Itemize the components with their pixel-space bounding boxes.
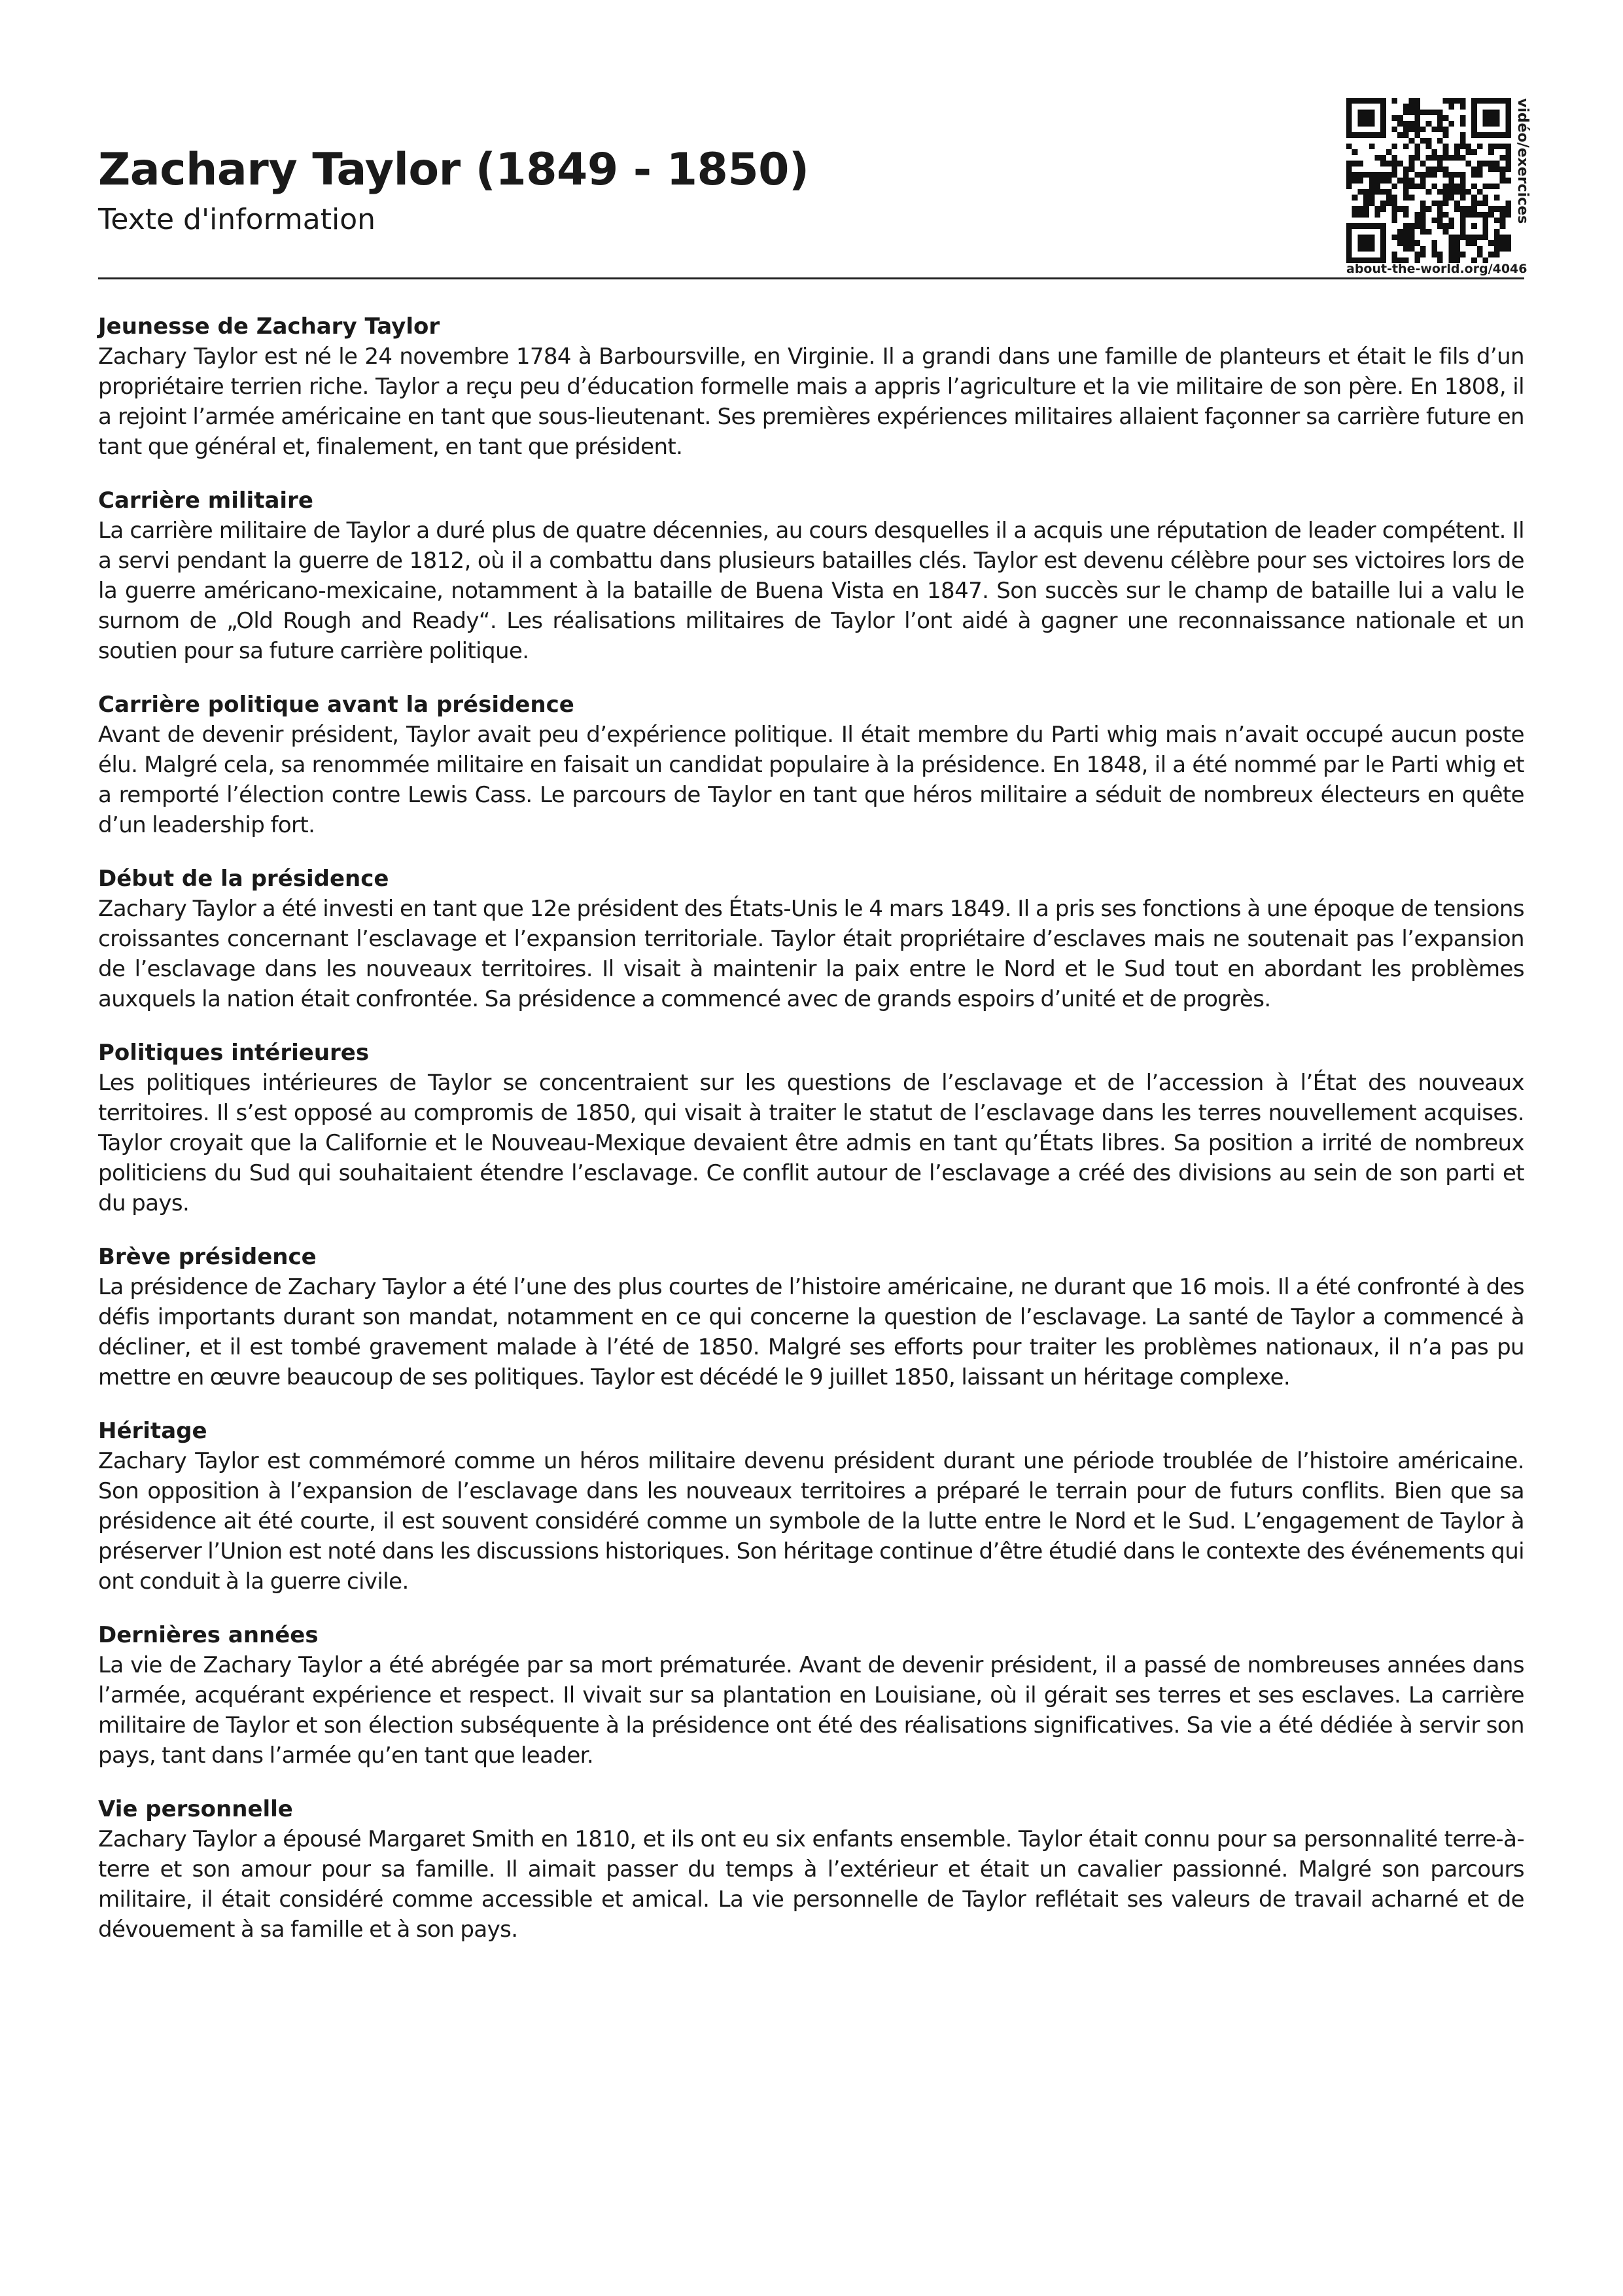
section-paragraph: La carrière militaire de Taylor a duré plus de quatre décennies, au cours desquelles il a acquis une réputation de leader compétent. Il a servi pendant la guerre de 1812, où il a combattu dans plusieurs batailles clés. Taylor est devenu célèbre pour ses victoires lors de la guerre américano-mexicaine, notamment à la bataille de Buena Vista en 1847. Son succès sur le champ de bataille lui a valu le surnom de „Old Rough and Ready“. Les réalisations militaires de Taylor l’ont aidé à gagner une reconnaissance nationale et un soutien pour sa future carrière politique. xyxy=(98,518,1524,664)
section-debut-presidence xyxy=(98,864,1524,1014)
section-paragraph: Avant de devenir président, Taylor avait peu d’expérience politique. Il était membre du Parti whig mais n’avait occupé aucun poste élu. Malgré cela, sa renommée militaire en faisait un candidat populaire à la présidence. En 1848, il a été nommé par le Parti whig et a remporté l’élection contre Lewis Cass. Le parcours de Taylor en tant que héros militaire a séduit de nombreux électeurs en quête d’un leadership fort. xyxy=(98,722,1524,838)
page-title: Zachary Taylor (1849 - 1850) xyxy=(98,144,809,196)
section-dernieres-annees xyxy=(98,1620,1524,1771)
section-heritage xyxy=(98,1416,1524,1597)
section-heading: Jeunesse de Zachary Taylor xyxy=(98,313,440,340)
section-heading: Dernières années xyxy=(98,1622,319,1648)
qr-url-link[interactable]: about-the-world.org/4046 xyxy=(1346,262,1527,276)
section-heading: Politiques intérieures xyxy=(98,1040,370,1066)
section-heading: Carrière politique avant la présidence xyxy=(98,692,574,718)
page-header xyxy=(98,98,1531,281)
section-breve-presidence xyxy=(98,1242,1524,1392)
section-carriere-militaire xyxy=(98,486,1524,666)
section-paragraph: La vie de Zachary Taylor a été abrégée par sa mort prématurée. Avant de devenir président, il a passé de nombreuses années dans l’armée, acquérant expérience et respect. Il vivait sur sa plantation en Louisiane, où il gérait ses terres et ses esclaves. La carrière militaire de Taylor et son élection subséquente à la présidence ont été des réalisations significatives. Sa vie a été dédiée à servir son pays, tant dans l’armée qu’en tant que leader. xyxy=(98,1652,1524,1769)
qr-side-label: vidéo/exercices xyxy=(1514,98,1531,224)
page-subtitle: Texte d'information xyxy=(98,203,376,236)
section-heading: Brève présidence xyxy=(98,1244,317,1270)
section-paragraph: La présidence de Zachary Taylor a été l’une des plus courtes de l’histoire américaine, ne durant que 16 mois. Il a été confronté à des défis importants durant son mandat, notamment en ce qui concerne la question de l’esclavage. La santé de Taylor a commencé à décliner, et il est tombé gravement malade à l’été de 1850. Malgré ses efforts pour traiter les problèmes nationaux, il n’a pas pu mettre en œuvre beaucoup de ses politiques. Taylor est décédé le 9 juillet 1850, laissant un héritage complexe. xyxy=(98,1274,1524,1390)
section-paragraph: Zachary Taylor est commémoré comme un héros militaire devenu président durant une période troublée de l’histoire américaine. Son opposition à l’expansion de l’esclavage dans les nouveaux territoires a préparé le terrain pour de futurs conflits. Bien que sa présidence ait été courte, il est souvent considéré comme un symbole de la lutte entre le Nord et le Sud. L’engagement de Taylor à préserver l’Union est noté dans les discussions historiques. Son héritage continue d’être étudié dans le contexte des événements qui ont conduit à la guerre civile. xyxy=(98,1448,1524,1595)
section-heading: Vie personnelle xyxy=(98,1796,293,1822)
section-paragraph: Zachary Taylor est né le 24 novembre 1784 à Barboursville, en Virginie. Il a grandi dans une famille de planteurs et était le fils d’un propriétaire terrien riche. Taylor a reçu peu d’éducation formelle mais a appris l’agriculture et la vie militaire de son père. En 1808, il a rejoint l’armée américaine en tant que sous-lieutenant. Ses premières expériences militaires allaient façonner sa carrière future en tant que général et, finalement, en tant que président. xyxy=(98,344,1524,460)
section-paragraph: Les politiques intérieures de Taylor se concentraient sur les questions de l’esclavage et de l’accession à l’État des nouveaux territoires. Il s’est opposé au compromis de 1850, qui visait à traiter le statut de l’esclavage dans les terres nouvellement acquises. Taylor croyait que la Californie et le Nouveau-Mexique devaient être admis en tant qu’États libres. Sa position a irrité de nombreux politiciens du Sud qui souhaitaient étendre l’esclavage. Ce conflit autour de l’esclavage a créé des divisions au sein de son parti et du pays. xyxy=(98,1070,1524,1216)
section-heading: Héritage xyxy=(98,1418,207,1444)
section-heading: Début de la présidence xyxy=(98,866,389,892)
section-heading: Carrière militaire xyxy=(98,487,313,514)
section-vie-personnelle xyxy=(98,1794,1524,1945)
section-paragraph: Zachary Taylor a épousé Margaret Smith en 1810, et ils ont eu six enfants ensemble. Taylor était connu pour sa personnalité terre-à-terre et son amour pour sa famille. Il aimait passer du temps à l’extérieur et était un cavalier passionné. Malgré son parcours militaire, il était considéré comme accessible et amical. La vie personnelle de Taylor reflétait ses valeurs de travail acharné et de dévouement à sa famille et à son pays. xyxy=(98,1826,1524,1943)
document-body xyxy=(98,311,1524,1968)
section-paragraph: Zachary Taylor a été investi en tant que 12e président des États-Unis le 4 mars 1849. Il a pris ses fonctions à une époque de tensions croissantes concernant l’esclavage et l’expansion territoriale. Taylor était propriétaire d’esclaves mais ne soutenait pas l’expansion de l’esclavage dans les nouveaux territoires. Il visait à maintenir la paix entre le Nord et le Sud tout en abordant les problèmes auxquels la nation était confrontée. Sa présidence a commencé avec de grands espoirs d’unité et de progrès. xyxy=(98,896,1524,1012)
qr-code-icon[interactable] xyxy=(1346,98,1511,263)
section-carriere-politique xyxy=(98,690,1524,840)
header-divider xyxy=(98,277,1524,279)
section-jeunesse xyxy=(98,311,1524,462)
section-politiques-interieures xyxy=(98,1038,1524,1218)
